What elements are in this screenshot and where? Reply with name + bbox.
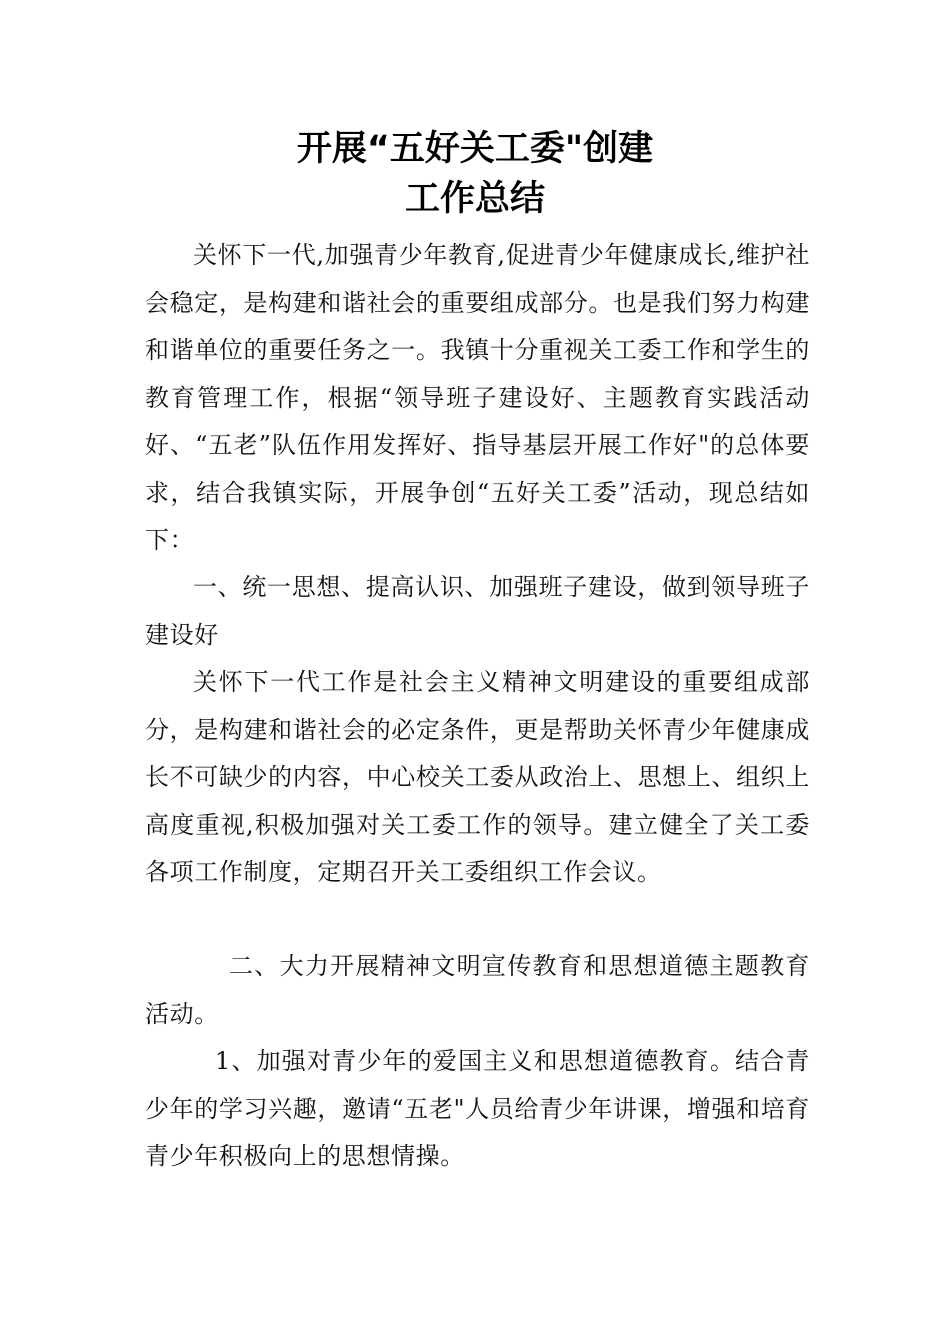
paragraph-section-1: 关怀下一代工作是社会主义精神文明建设的重要组成部分，是构建和谐社会的必定条件，更是帮助关怀青少年健康成长不可缺少的内容，中心校关工委从政治上、思想上、组织上高度重视,积极加强对关工委工作的领导。建立健全了关工委各项工作制度，定期召开关工委组织工作会议。 <box>145 668 810 886</box>
document-title-line-1: 开展“五好关工委"创建 <box>296 129 654 169</box>
section-heading-1: 一、统一思想、提高认识、加强班子建设，做到领导班子建设好 <box>145 573 810 649</box>
section-heading-2: 二、大力开展精神文明宣传教育和思想道德主题教育活动。 <box>145 952 810 1028</box>
paragraph-intro: 关怀下一代,加强青少年教育,促进青少年健康成长,维护社会稳定，是构建和谐社会的重要组成部分。也是我们努力构建和谐单位的重要任务之一。我镇十分重视关工委工作和学生的教育管理工作，根据“领导班子建设好、主题教育实践活动好、“五老”队伍作用发挥好、指导基层开展工作好"的总体要求，结合我镇实际，开展争创“五好关工委”活动，现总结如下： <box>145 241 810 554</box>
paragraph-item-1: 1、加强对青少年的爱国主义和思想道德教育。结合青少年的学习兴趣，邀请“五老"人员给青少年讲课，增强和培育青少年积极向上的思想情操。 <box>145 1047 810 1170</box>
document-title-line-2: 工作总结 <box>404 179 545 219</box>
